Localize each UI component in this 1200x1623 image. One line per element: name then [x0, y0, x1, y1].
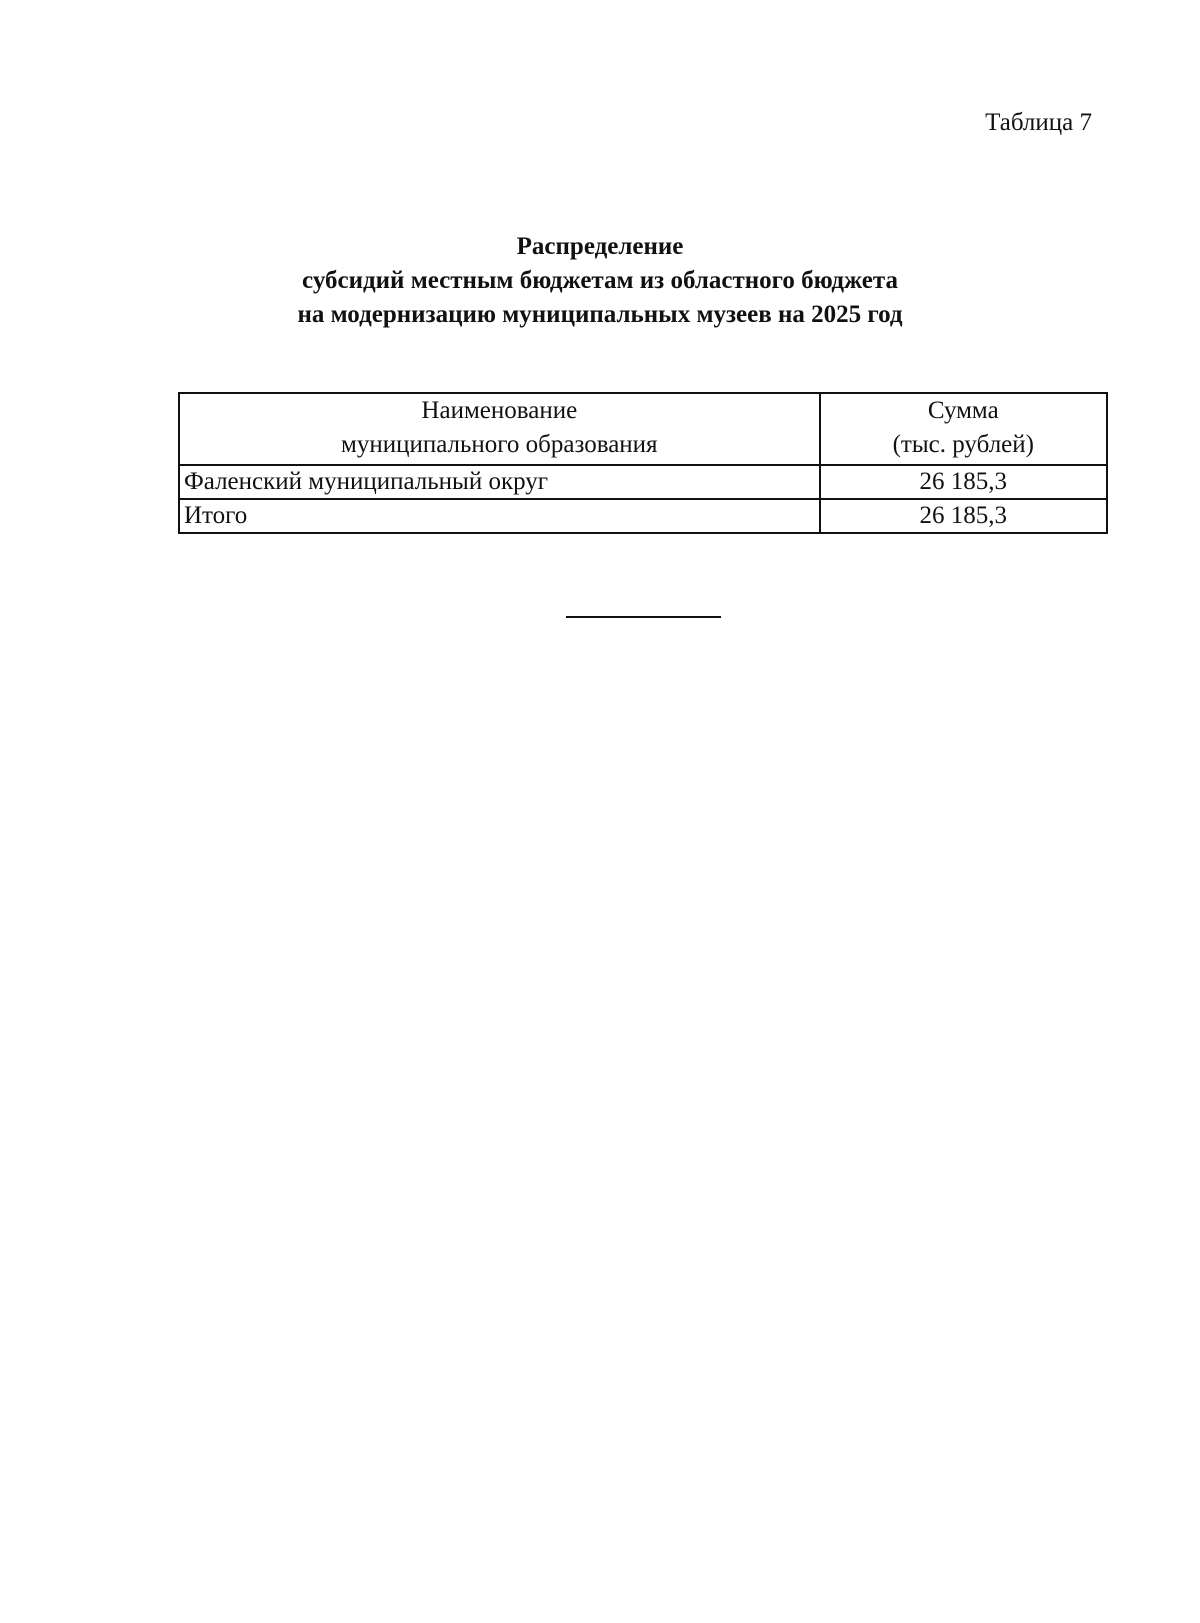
- total-sum-value: 26 185,3: [820, 499, 1107, 533]
- header-name-line2: муниципального образования: [341, 431, 658, 458]
- table-number: Таблица 7: [985, 109, 1092, 136]
- row-sum-value: 26 185,3: [820, 465, 1107, 499]
- document-title: [0, 230, 1200, 332]
- title-line: субсидий местным бюджетам из областного бюджета: [302, 267, 898, 294]
- row-municipality-name: Фаленский муниципальный округ: [179, 465, 820, 499]
- title-line: Распределение: [516, 233, 684, 260]
- subsidy-table: [178, 392, 1108, 534]
- end-divider-line: [566, 616, 721, 618]
- title-line: на модернизацию муниципальных музеев на 2025 год: [297, 301, 903, 328]
- header-sum-line2: (тыс. рублей): [892, 431, 1034, 458]
- total-label: Итого: [179, 499, 820, 533]
- header-sum-column: [820, 393, 1107, 465]
- header-sum-line1: Сумма: [927, 397, 999, 424]
- header-name-line1: Наименование: [421, 397, 578, 424]
- table-header-row: [179, 393, 1107, 465]
- table-total-row: [179, 499, 1107, 533]
- table-row: [179, 465, 1107, 499]
- header-name-column: [179, 393, 820, 465]
